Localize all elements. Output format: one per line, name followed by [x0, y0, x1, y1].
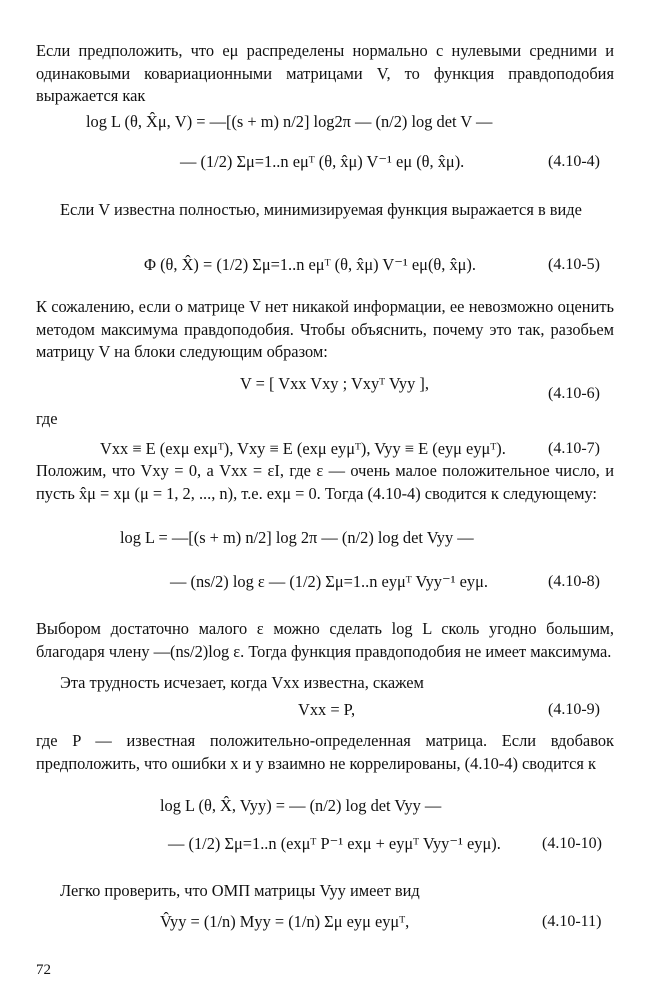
equation-number-4-10-9: (4.10-9) [548, 701, 600, 718]
paragraph-8: Легко проверить, что ОМП матрицы Vyy имеет вид [60, 881, 420, 900]
equation-number-4-10-11: (4.10-11) [542, 913, 602, 930]
equation-4-10-4-line-2: — (1/2) Σμ=1..n eμᵀ (θ, x̂μ) V⁻¹ eμ (θ, x̂μ). [180, 152, 465, 171]
equation-number-4-10-6: (4.10-6) [548, 385, 600, 402]
equation-number-4-10-4: (4.10-4) [548, 153, 600, 170]
equation-number-4-10-8: (4.10-8) [548, 573, 600, 590]
word-where: где [36, 409, 58, 428]
equation-number-4-10-7: (4.10-7) [548, 440, 600, 457]
equation-4-10-8-line-1: log L = —[(s + m) n/2] log 2π — (n/2) log det Vyy — [120, 528, 474, 547]
page-number: 72 [36, 962, 51, 978]
equation-4-10-4-line-1: log L (θ, X̂μ, V) = —[(s + m) n/2] log2π — (n/2) log det V — [86, 112, 493, 131]
paragraph-2: Если V известна полностью, минимизируемая функция выражается в виде [60, 200, 582, 219]
paragraph-1: Если предположить, что eμ распределены нормально с нулевыми средними и одинаковыми ковариационными матрицами V, то функция правдоподобия выражается как [36, 41, 614, 106]
equation-4-10-8-line-2: — (ns/2) log ε — (1/2) Σμ=1..n eyμᵀ Vyy⁻¹ eyμ. [170, 572, 488, 591]
equation-number-4-10-10: (4.10-10) [542, 835, 602, 852]
paragraph-3: К сожалению, если о матрице V нет никакой информации, ее невозможно оценить методом максимума правдоподобия. Чтобы объяснить, почему это так, разобьем матрицу V на блоки следующим образом: [36, 297, 614, 362]
equation-4-10-6: V = [ Vxx Vxy ; Vxyᵀ Vyy ], [240, 374, 429, 393]
paragraph-4: Положим, что Vxy = 0, а Vxx = εI, где ε — очень малое положительное число, и пусть x̂μ = xμ (μ = 1, 2, ..., n), т.е. exμ = 0. Тогда (4.10-4) сводится к следующему: [36, 461, 614, 503]
equation-4-10-10-line-2: — (1/2) Σμ=1..n (exμᵀ P⁻¹ exμ + eyμᵀ Vyy⁻¹ eyμ). [168, 834, 501, 853]
equation-4-10-11: V̂yy = (1/n) Myy = (1/n) Σμ eyμ eyμᵀ, [160, 912, 410, 931]
paragraph-6: Эта трудность исчезает, когда Vxx известна, скажем [60, 673, 424, 692]
equation-number-4-10-5: (4.10-5) [548, 256, 600, 273]
equation-4-10-5: Φ (θ, X̂) = (1/2) Σμ=1..n eμᵀ (θ, x̂μ) V⁻¹ eμ(θ, x̂μ). [144, 255, 476, 274]
paragraph-5: Выбором достаточно малого ε можно сделать log L сколь угодно большим, благодаря члену —(ns/2)log ε. Тогда функция правдоподобия не имеет максимума. [36, 619, 614, 661]
equation-4-10-10-line-1: log L (θ, X̂, Vyy) = — (n/2) log det Vyy — [160, 796, 442, 815]
equation-4-10-7: Vxx ≡ E (exμ exμᵀ), Vxy ≡ E (exμ eyμᵀ), Vyy ≡ E (eyμ eyμᵀ). [100, 439, 506, 458]
paragraph-7: где P — известная положительно-определенная матрица. Если вдобавок предположить, что ошибки x и y взаимно не коррелированы, (4.10-4) сводится к [36, 731, 614, 773]
equation-4-10-9: Vxx = P, [298, 700, 356, 719]
